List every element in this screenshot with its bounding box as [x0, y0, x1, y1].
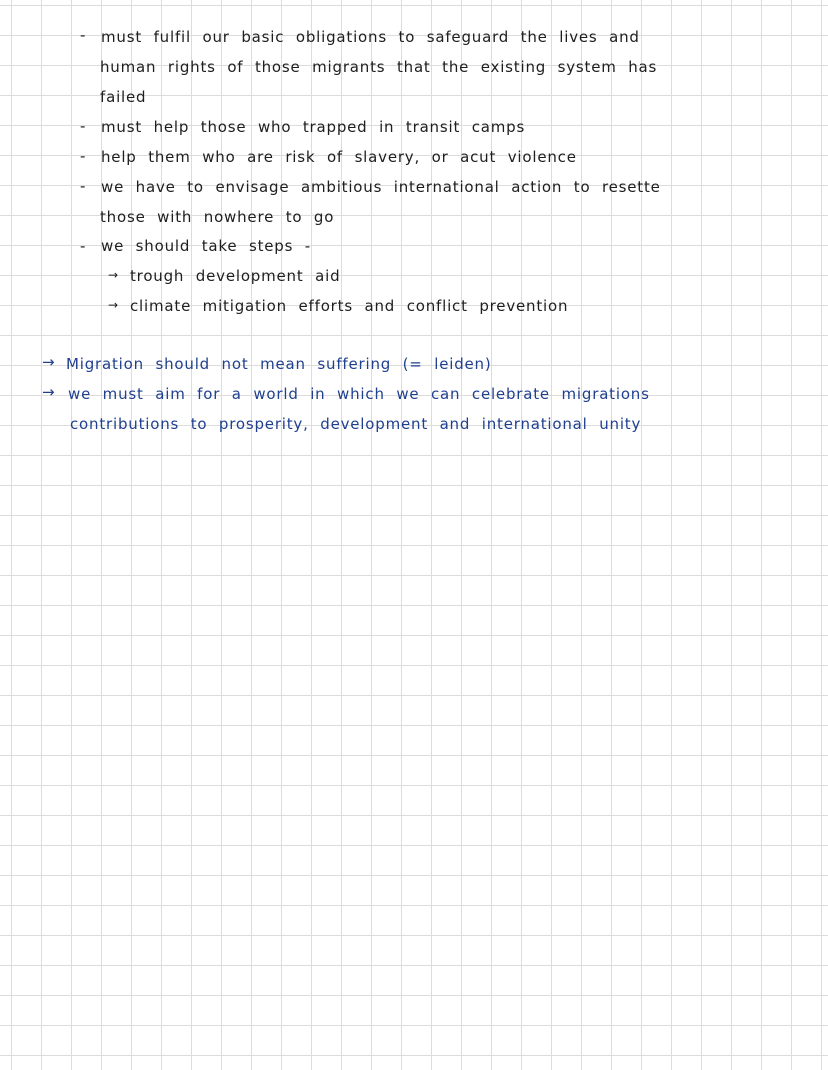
conclusion-line: Migration should not mean suffering (= leiden): [66, 355, 492, 373]
bullet-dash: -: [80, 117, 86, 135]
sub-item-line: trough development aid: [130, 267, 341, 285]
sub-item-line: climate mitigation efforts and conflict prevention: [130, 297, 569, 315]
note-line: those with nowhere to go: [100, 208, 335, 226]
note-line: failed: [100, 88, 147, 106]
bullet-dash: -: [80, 177, 86, 195]
conclusion-line: contributions to prosperity, development and international unity: [70, 415, 642, 433]
note-line: must help those who trapped in transit camps: [101, 118, 526, 136]
note-line: we should take steps -: [101, 237, 311, 255]
conclusion-line: we must aim for a world in which we can celebrate migrations: [68, 385, 650, 403]
note-line: help them who are risk of slavery, or acut violence: [101, 148, 577, 166]
bullet-dash: -: [80, 237, 86, 255]
bullet-dash: -: [80, 147, 86, 165]
arrow-icon: →: [108, 268, 119, 282]
note-line: must fulfil our basic obligations to safeguard the lives and: [101, 28, 640, 46]
note-line: human rights of those migrants that the existing system has: [100, 58, 658, 76]
bullet-dash: -: [80, 26, 86, 44]
arrow-icon: →: [42, 353, 55, 371]
arrow-icon: →: [42, 383, 55, 401]
arrow-icon: →: [108, 298, 119, 312]
note-line: we have to envisage ambitious international action to resette: [101, 178, 661, 196]
